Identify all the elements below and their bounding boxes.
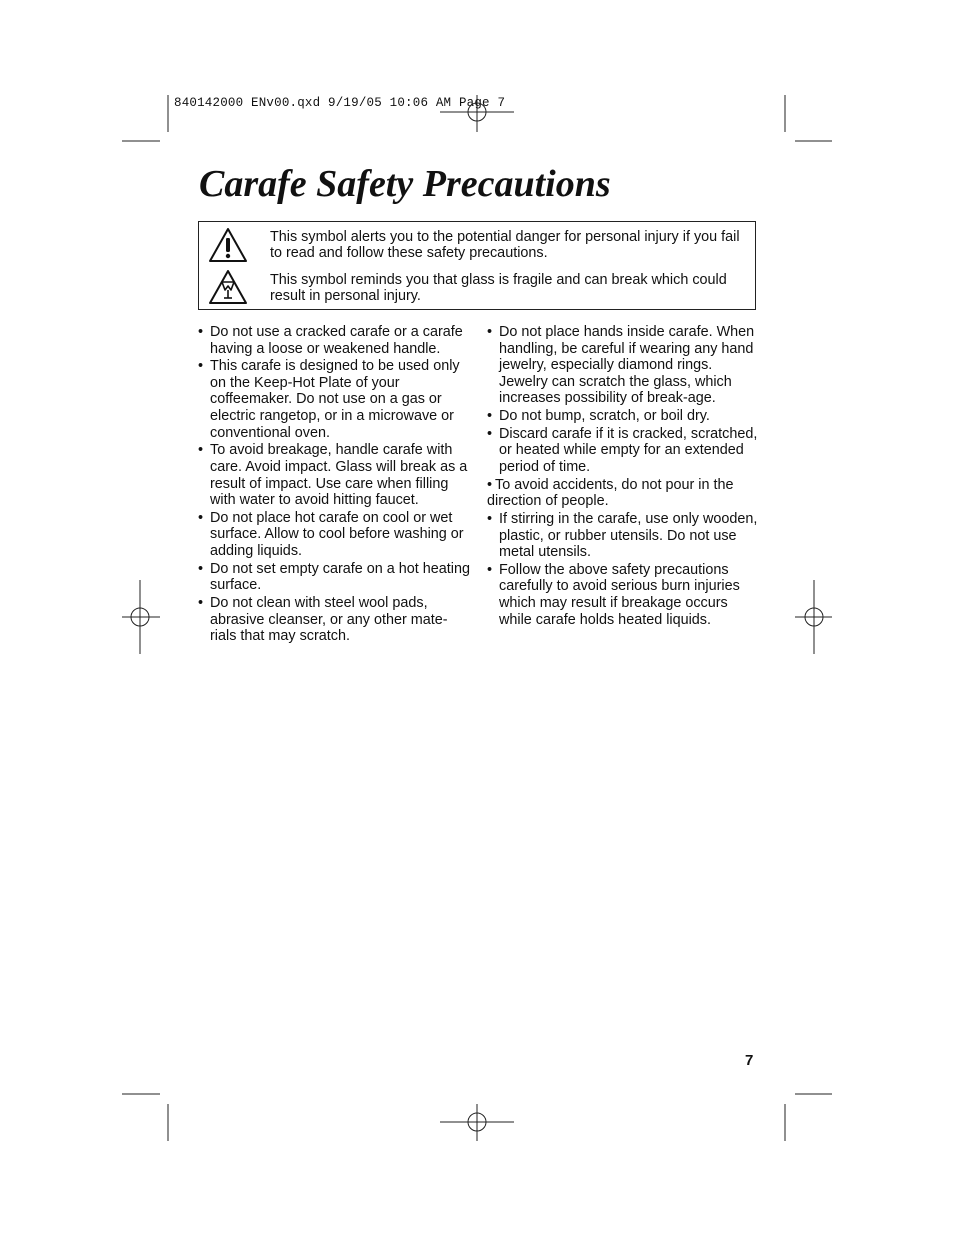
page-number: 7: [745, 1052, 754, 1069]
list-item: • This carafe is designed to be used only on the Keep-Hot Plate of your coffeemaker. Do not use on a gas or electric rangetop, or in a microwave or conventional oven.: [198, 358, 473, 441]
list-item: • Do not bump, scratch, or boil dry.: [487, 408, 759, 425]
safety-symbols-box: [198, 221, 756, 310]
notice-text-glass: This symbol reminds you that glass is fragile and can break which could result in personal injury.: [270, 272, 727, 305]
bullet-glyph: •: [487, 476, 493, 493]
list-item: • If stirring in the carafe, use only wooden, plastic, or rubber utensils. Do not use metal utensils.: [487, 511, 759, 561]
registration-mark-bottom: [440, 1104, 514, 1141]
warning-exclamation-icon: [208, 227, 248, 263]
page-title: Carafe Safety Precautions: [199, 163, 611, 205]
list-item: • Do not place hands inside carafe. When handling, be careful if wearing any hand jewelry, especially diamond rings. Jewelry can scratch the glass, which increases possibility of break-age.: [487, 324, 759, 407]
list-item: • Follow the above safety precautions carefully to avoid serious burn injuries which may result if breakage occurs while carafe holds heated liquids.: [487, 562, 759, 628]
list-item: • Do not set empty carafe on a hot heating surface.: [198, 561, 473, 594]
precautions-list-right: [487, 324, 759, 629]
list-item: • Do not place hot carafe on cool or wet surface. Allow to cool before washing or adding liquids.: [198, 510, 473, 560]
precautions-list-left: [198, 324, 473, 646]
list-item: [487, 477, 759, 510]
list-item: • To avoid breakage, handle carafe with care. Avoid impact. Glass will break as a result of impact. Use care when filling with water to avoid hitting faucet.: [198, 442, 473, 508]
notice-text-warning: This symbol alerts you to the potential danger for personal injury if you fail to read and follow these safety precautions.: [270, 229, 740, 262]
list-item-text: To avoid accidents, do not pour in the direction of people.: [487, 476, 734, 510]
list-item: • Do not use a cracked carafe or a carafe having a loose or weakened handle.: [198, 324, 473, 357]
registration-mark-right: [795, 580, 832, 654]
registration-mark-left: [122, 580, 160, 654]
broken-glass-warning-icon: [208, 269, 248, 305]
list-item: • Discard carafe if it is cracked, scratched, or heated while empty for an extended period of time.: [487, 426, 759, 476]
print-slug: 840142000 ENv00.qxd 9/19/05 10:06 AM Page 7: [174, 96, 506, 110]
list-item: • Do not clean with steel wool pads, abrasive cleanser, or any other mate-rials that may scratch.: [198, 595, 473, 645]
